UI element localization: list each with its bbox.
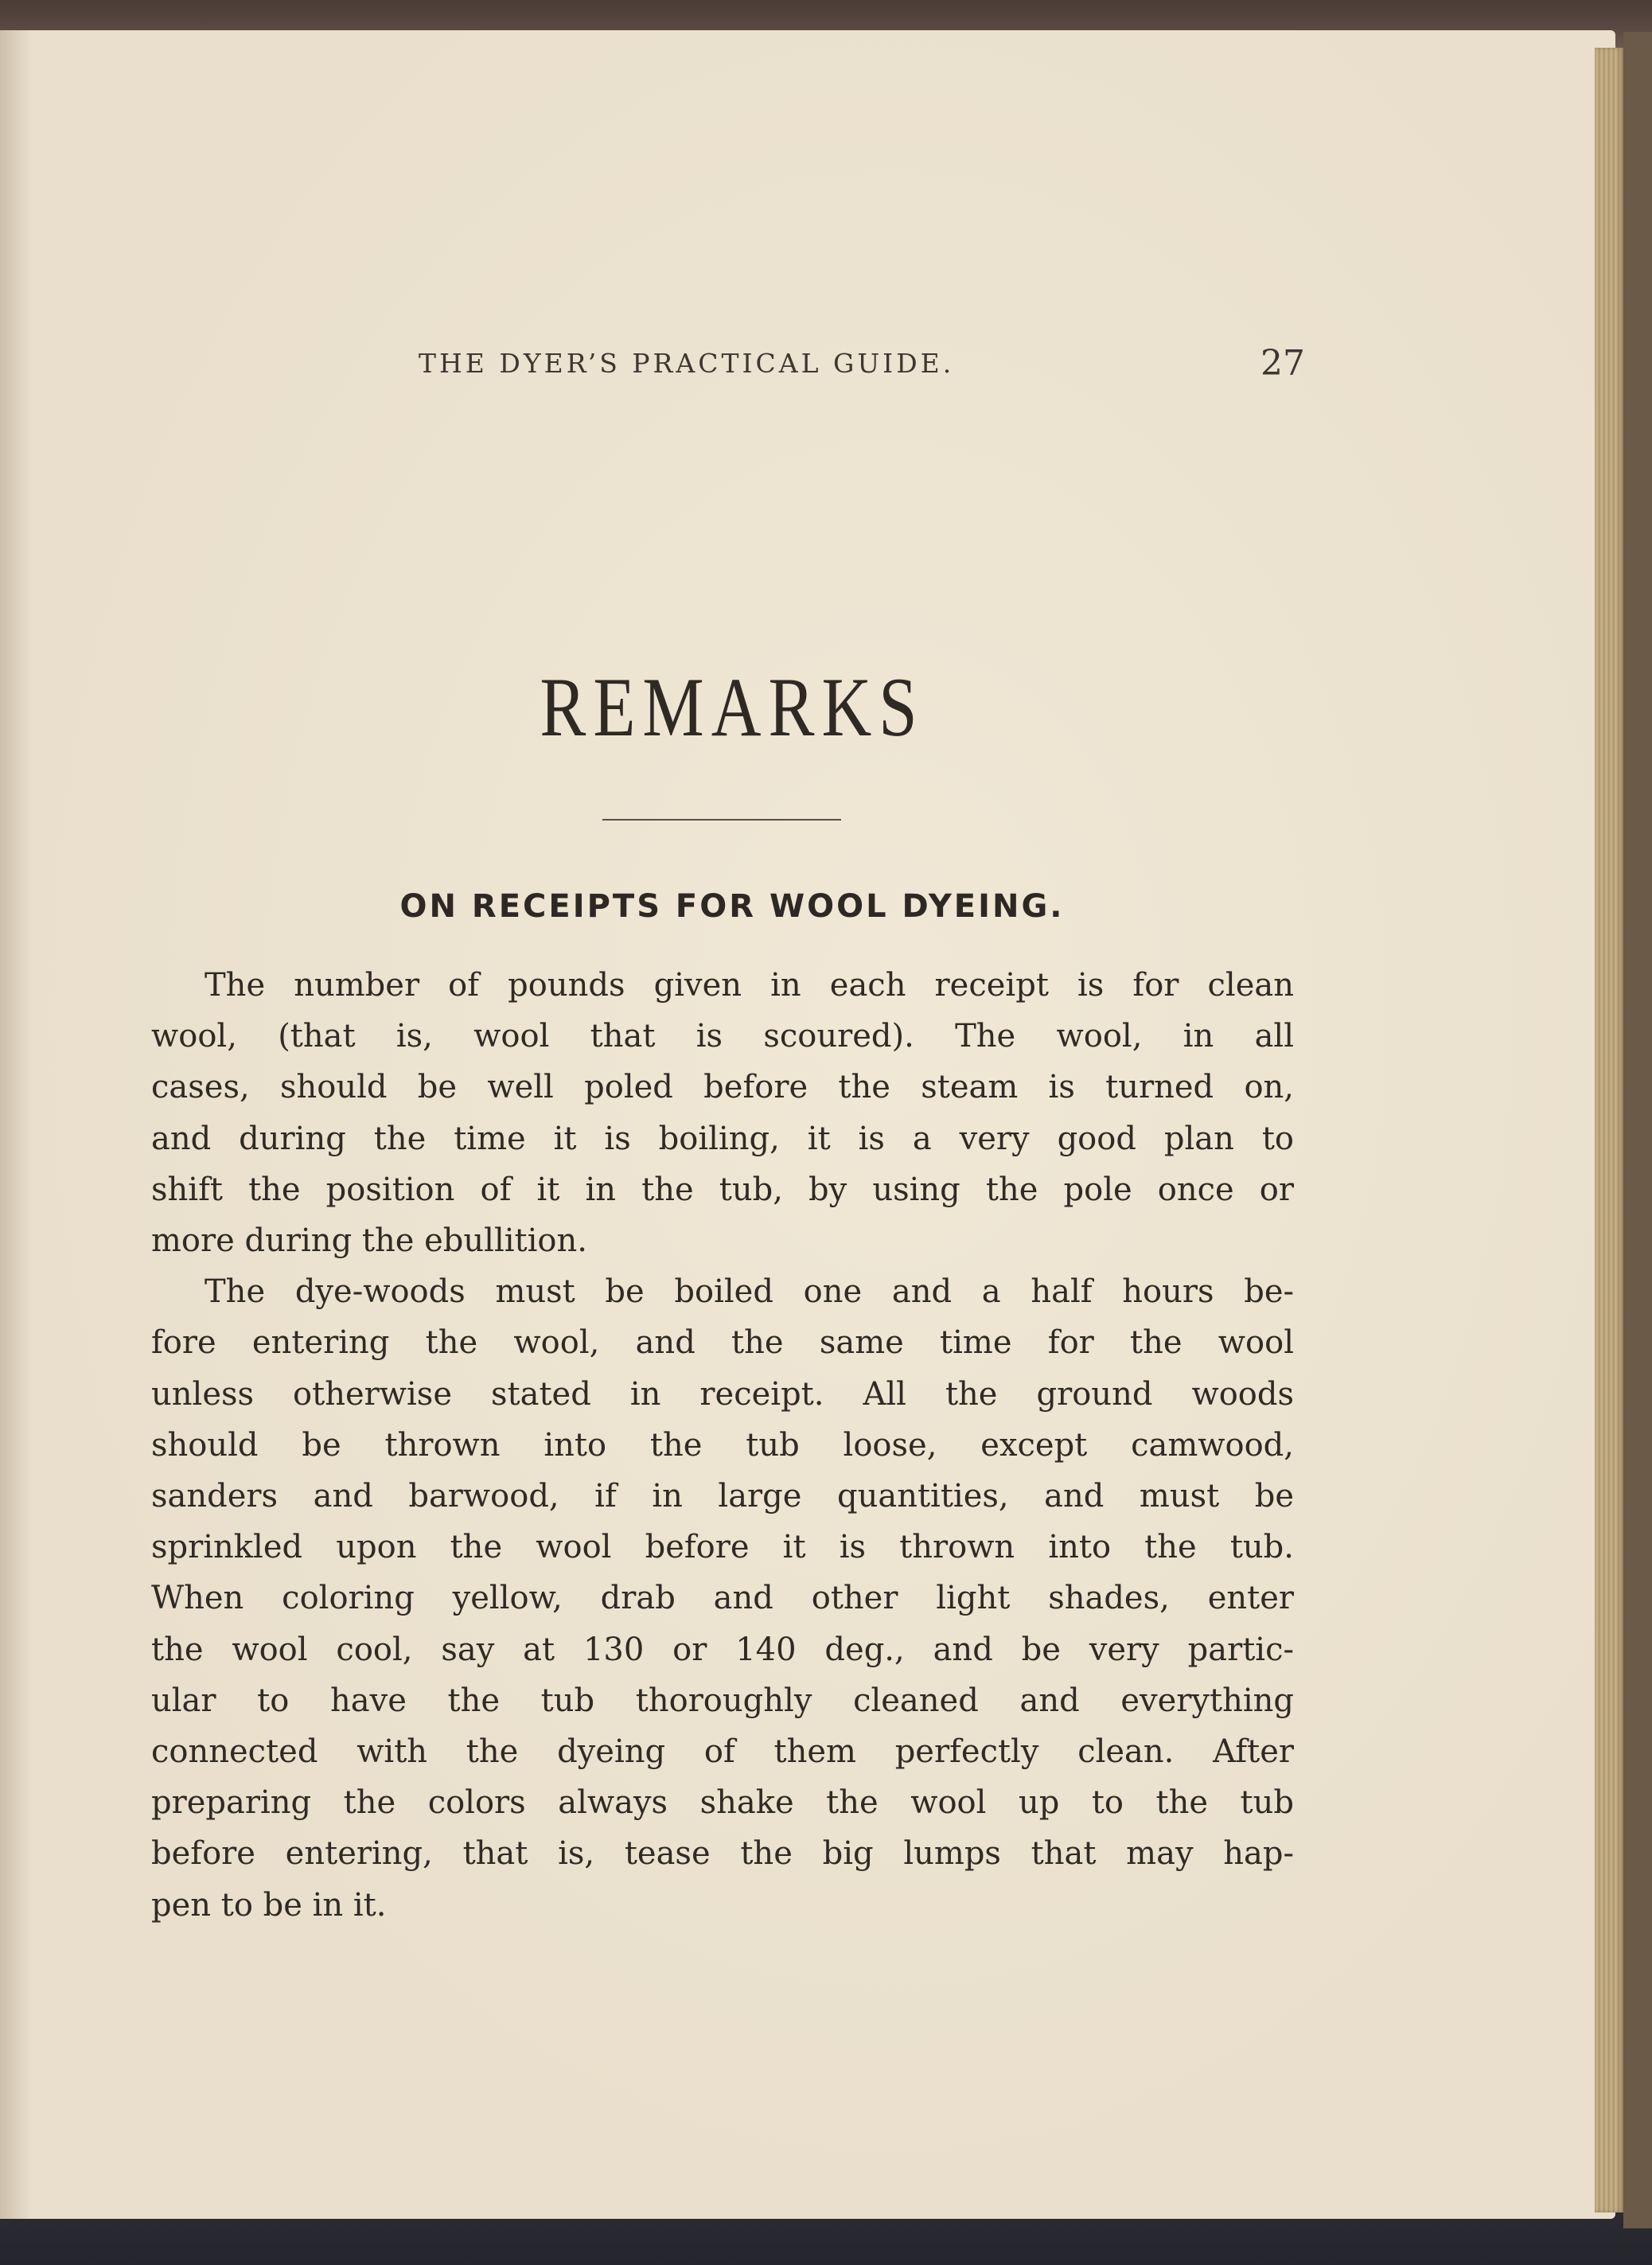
text-line: The number of pounds given in each receipt is for clean (205, 967, 1294, 1004)
text-line: The dye-woods must be boiled one and a half hours be- (205, 1273, 1294, 1311)
text-line: the wool cool, say at 130 or 140 deg., and be very partic- (151, 1631, 1294, 1668)
book-page (0, 30, 1615, 2219)
heading-divider (602, 819, 841, 821)
text-line: should be thrown into the tub loose, except camwood, (151, 1426, 1294, 1464)
text-line: ular to have the tub thoroughly cleaned and everything (151, 1682, 1294, 1719)
page-edges (1595, 48, 1623, 2212)
text-line: cases, should be well poled before the steam is turned on, (151, 1069, 1294, 1106)
running-header (414, 345, 1305, 392)
text-line: wool, (that is, wool that is scoured). The wool, in all (151, 1018, 1294, 1055)
running-title: THE DYER’S PRACTICAL GUIDE. (419, 348, 955, 379)
paragraph (151, 1266, 1294, 1931)
text-line: sanders and barwood, if in large quantities, and must be (151, 1478, 1294, 1515)
text-line: before entering, that is, tease the big lumps that may hap- (151, 1835, 1294, 1873)
paragraph (151, 960, 1294, 1266)
page-number: 27 (1260, 343, 1305, 384)
section-subheading: ON RECEIPTS FOR WOOL DYEING. (399, 888, 1065, 925)
section-heading: REMARKS (540, 661, 925, 754)
text-line: connected with the dyeing of them perfectly clean. After (151, 1733, 1294, 1771)
text-line: fore entering the wool, and the same time for the wool (151, 1324, 1294, 1362)
body-text (151, 960, 1294, 1931)
text-line: preparing the colors always shake the wool up to the tub (151, 1784, 1294, 1822)
text-line: and during the time it is boiling, it is a very good plan to (151, 1120, 1294, 1157)
text-line: more during the ebullition. (151, 1222, 587, 1260)
text-line: unless otherwise stated in receipt. All the ground woods (151, 1375, 1294, 1413)
text-line: shift the position of it in the tub, by using the pole once or (151, 1171, 1294, 1208)
book-cover-right (1623, 32, 1652, 2228)
text-line: sprinkled upon the wool before it is thrown into the tub. (151, 1529, 1294, 1566)
text-line: pen to be in it. (151, 1886, 387, 1924)
text-line: When coloring yellow, drab and other light shades, enter (151, 1580, 1294, 1617)
